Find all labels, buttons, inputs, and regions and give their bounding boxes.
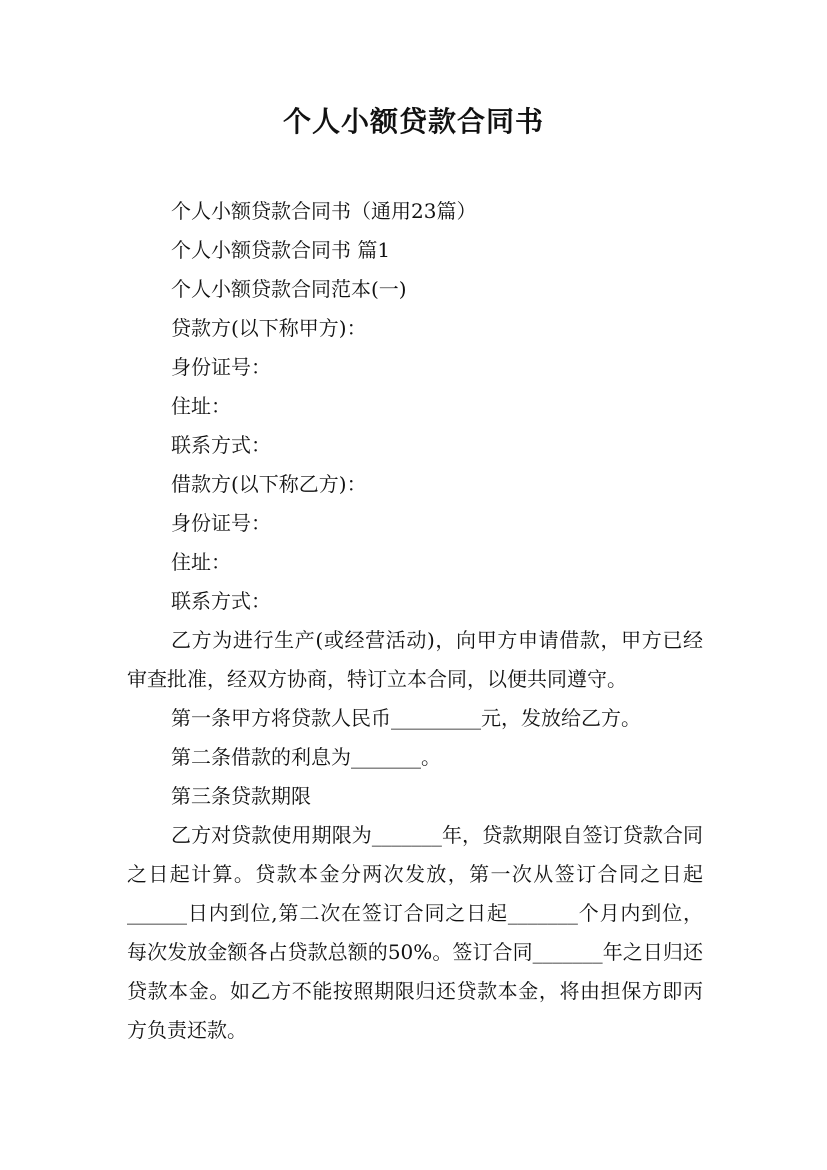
template-heading: 个人小额贷款合同范本(一) bbox=[171, 277, 407, 301]
borrower-address-label: 住址： bbox=[171, 550, 231, 574]
subtitle-line: 个人小额贷款合同书（通用23篇） bbox=[171, 199, 477, 223]
section-heading: 个人小额贷款合同书 篇1 bbox=[171, 238, 391, 262]
lender-label: 贷款方(以下称甲方)： bbox=[171, 316, 367, 340]
borrower-label: 借款方(以下称乙方)： bbox=[171, 472, 367, 496]
article-1: 第一条甲方将贷款人民币_________元，发放给乙方。 bbox=[171, 706, 641, 730]
intro-paragraph: 乙方为进行生产(或经营活动)，向甲方申请借款，甲方已经审查批准，经双方协商，特订立本合同，以便共同遵守。 bbox=[127, 628, 703, 691]
lender-address-label: 住址： bbox=[171, 394, 231, 418]
lender-id-label: 身份证号： bbox=[171, 355, 271, 379]
article-3-heading: 第三条贷款期限 bbox=[171, 784, 311, 808]
lender-contact-label: 联系方式： bbox=[171, 433, 271, 457]
borrower-contact-label: 联系方式： bbox=[171, 589, 271, 613]
document-title: 个人小额贷款合同书 bbox=[282, 105, 544, 138]
borrower-id-label: 身份证号： bbox=[171, 511, 271, 535]
document-body bbox=[127, 192, 703, 1050]
loan-term-paragraph: 乙方对贷款使用期限为_______年，贷款期限自签订贷款合同之日起计算。贷款本金分两次发放，第一次从签订合同之日起______日内到位,第二次在签订合同之日起_______个月内到位，每次发放金额各占贷款总额的50%。签订合同_______年之日归还贷款本金。如乙方不能按照期限归还贷款本金，将由担保方即丙方负责还款。 bbox=[127, 823, 703, 1042]
article-2: 第二条借款的利息为_______。 bbox=[171, 745, 441, 769]
